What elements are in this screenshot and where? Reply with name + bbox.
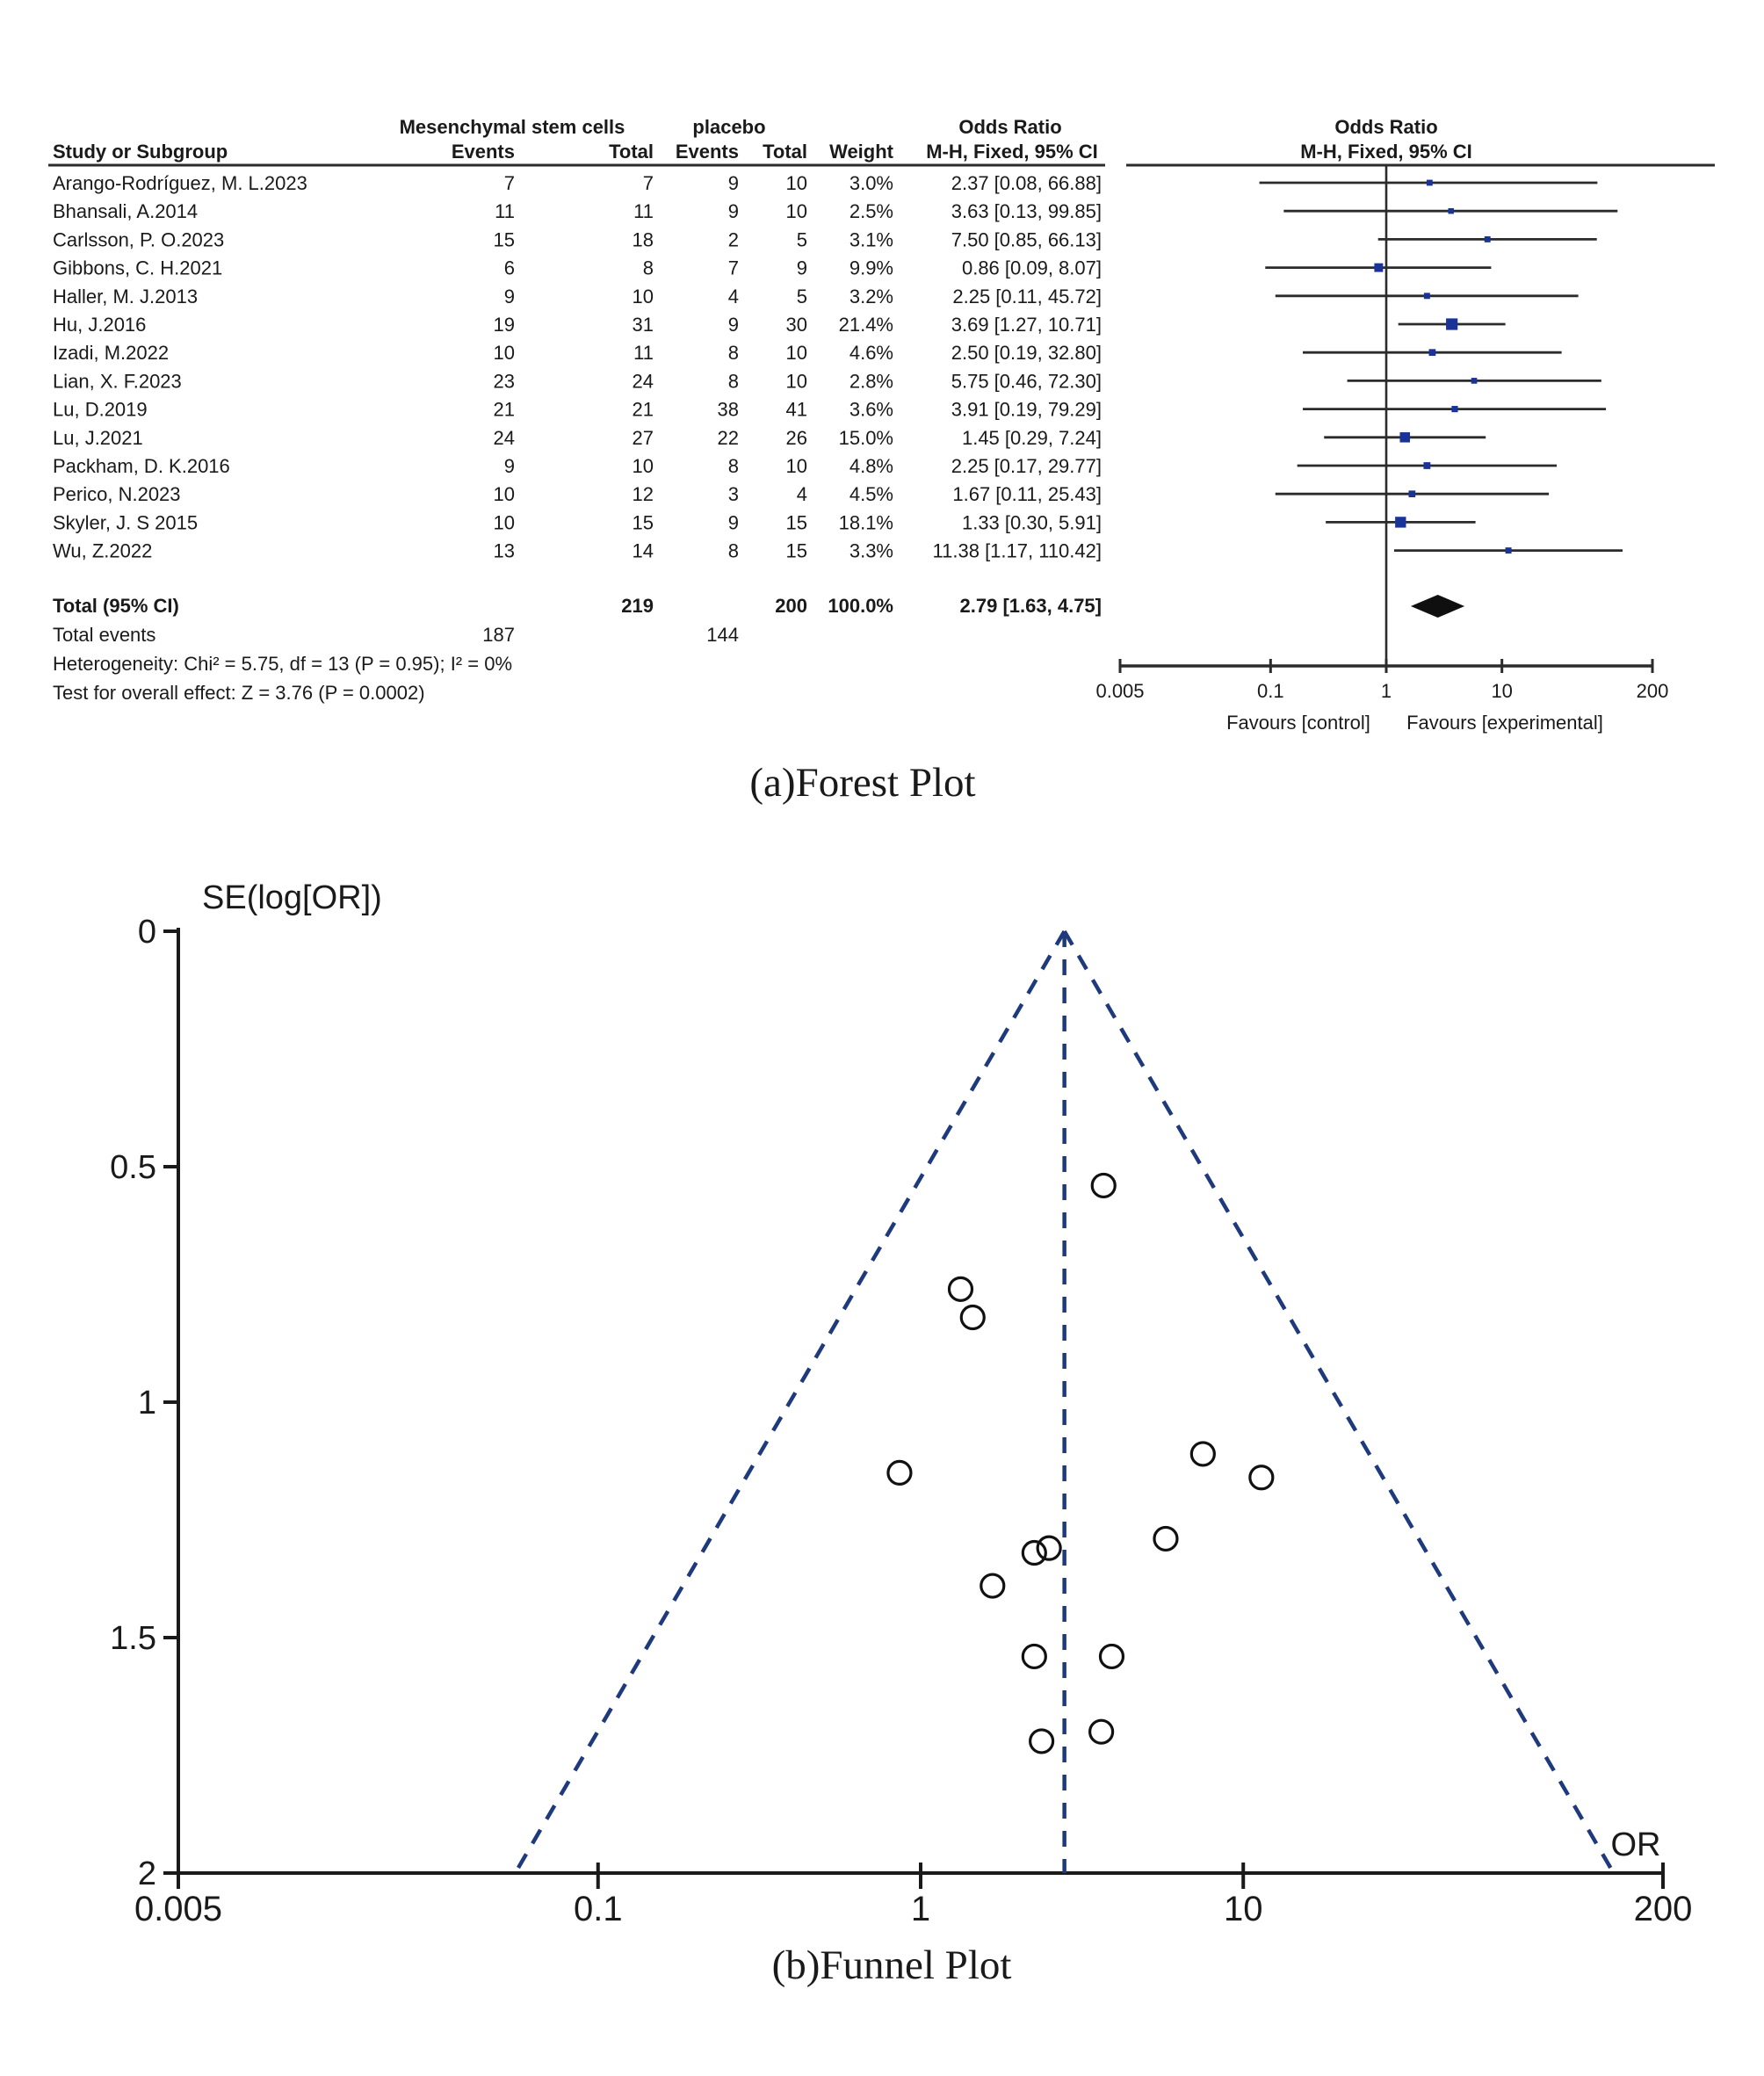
total-2-value: 10 [785,455,807,477]
total-2-value: 4 [796,483,807,506]
total-1-value: 31 [632,314,654,336]
forest-axis-tick-label: 0.005 [1095,680,1145,702]
forest-group1-header: Mesenchymal stem cells [399,116,625,138]
total-events-label: Total events [53,624,156,646]
events-1-value: 10 [493,483,515,506]
study-name: Wu, Z.2022 [53,539,153,562]
or-square-marker [1451,406,1457,412]
funnel-study-point [888,1461,911,1484]
total-2-value: 5 [796,285,807,307]
events-1-value: 15 [493,228,515,251]
total-t1: 219 [621,595,654,617]
or-ci-value: 3.91 [0.19, 79.29] [951,398,1102,421]
total-1-value: 27 [632,426,654,449]
or-ci-value: 2.25 [0.17, 29.77] [951,455,1102,477]
total-1-value: 11 [633,200,654,223]
forest-axis-tick-label: 0.1 [1257,680,1284,702]
weight-value: 18.1% [838,511,893,534]
col-header-events-2: Events [675,141,739,163]
total-t2: 200 [775,595,807,617]
study-name: Perico, N.2023 [53,483,181,506]
total-ci: 2.79 [1.63, 4.75] [959,595,1102,617]
study-name: Arango-Rodríguez, M. L.2023 [53,172,307,194]
study-name: Bhansali, A.2014 [53,200,199,223]
forest-or-header-right: Odds Ratio [1334,116,1438,138]
or-ci-value: 5.75 [0.46, 72.30] [951,370,1102,393]
events-2-value: 9 [727,314,739,336]
forest-row [53,200,1617,222]
forest-axis-tick-label: 1 [1380,680,1392,702]
caption-forest-plot: (a)Forest Plot [749,760,976,806]
funnel-study-point [961,1306,984,1329]
funnel-y-tick-label: 2 [137,1855,156,1892]
or-ci-value: 0.86 [0.09, 8.07] [961,257,1102,279]
funnel-study-point [949,1277,972,1300]
total-1-value: 10 [632,455,654,477]
funnel-y-tick-label: 0.5 [110,1149,156,1186]
total-events-1: 187 [482,624,515,646]
or-ci-value: 2.25 [0.11, 45.72] [952,285,1102,307]
funnel-study-point [1092,1174,1115,1197]
pooled-diamond [1411,595,1464,618]
or-ci-value: 2.37 [0.08, 66.88] [951,172,1102,194]
total-weight: 100.0% [828,595,893,617]
forest-group2-header: placebo [692,116,766,138]
or-square-marker [1448,208,1453,213]
forest-row [53,172,1597,194]
events-1-value: 6 [503,257,515,279]
events-2-value: 8 [727,370,739,393]
events-2-value: 9 [727,511,739,534]
weight-value: 3.3% [849,539,893,562]
forest-row [53,228,1597,250]
funnel-study-point [1030,1730,1053,1753]
forest-plot-header [48,116,1715,165]
events-2-value: 4 [727,285,739,307]
events-1-value: 9 [503,285,515,307]
funnel-x-tick-label: 10 [1223,1890,1263,1928]
events-2-value: 7 [727,257,739,279]
or-square-marker [1471,378,1478,384]
or-ci-value: 3.69 [1.27, 10.71] [951,314,1102,336]
forest-row [53,314,1506,336]
study-name: Haller, M. J.2013 [53,285,199,307]
events-2-value: 9 [727,172,739,194]
funnel-study-point [1037,1537,1060,1559]
forest-row [53,427,1486,449]
or-square-marker [1429,349,1436,356]
or-ci-value: 2.50 [0.19, 32.80] [951,342,1102,365]
or-square-marker [1424,293,1430,299]
forest-axis [1095,659,1668,702]
events-2-value: 8 [727,342,739,365]
col-header-total-2: Total [763,141,807,163]
or-square-marker [1427,180,1433,186]
funnel-x-tick-label: 200 [1633,1890,1693,1928]
study-name: Gibbons, C. H.2021 [53,257,223,279]
caption-funnel-plot: (b)Funnel Plot [771,1942,1012,1988]
funnel-study-point [1154,1527,1177,1550]
weight-value: 4.6% [849,342,893,365]
study-name: Izadi, M.2022 [53,342,170,365]
total-2-value: 26 [785,426,807,449]
col-header-method-right: M-H, Fixed, 95% CI [1300,141,1472,163]
weight-value: 3.2% [849,285,893,307]
weight-value: 2.5% [849,200,893,223]
events-1-value: 23 [493,370,515,393]
col-header-weight: Weight [829,141,893,163]
funnel-x-tick-label: 1 [910,1890,931,1928]
forest-summary [53,595,1464,704]
total-1-value: 18 [632,228,654,251]
total-2-value: 15 [785,511,807,534]
weight-value: 4.8% [849,455,893,477]
total-1-value: 8 [642,257,654,279]
events-1-value: 9 [503,455,515,477]
total-1-value: 11 [633,342,654,365]
total-1-value: 7 [642,172,654,194]
total-2-value: 10 [785,370,807,393]
events-2-value: 9 [727,200,739,223]
total-2-value: 5 [796,228,807,251]
funnel-x-tick-label: 0.005 [134,1890,223,1928]
funnel-study-point [1250,1466,1273,1489]
study-name: Lian, X. F.2023 [53,370,182,393]
events-1-value: 10 [493,342,515,365]
study-name: Lu, J.2021 [53,426,143,449]
funnel-left-dashed-line [515,931,1064,1873]
weight-value: 3.1% [849,228,893,251]
study-name: Packham, D. K.2016 [53,455,230,477]
or-square-marker [1374,264,1383,272]
or-ci-value: 1.33 [0.30, 5.91] [961,511,1102,534]
events-1-value: 19 [493,314,515,336]
total-2-value: 10 [785,172,807,194]
col-header-total-1: Total [609,141,654,163]
or-square-marker [1423,462,1430,469]
total-2-value: 41 [785,398,807,421]
funnel-points [888,1174,1273,1752]
weight-value: 3.0% [849,172,893,194]
weight-value: 15.0% [838,426,893,449]
forest-row [53,342,1562,364]
study-name: Skyler, J. S 2015 [53,511,199,534]
events-2-value: 22 [717,426,739,449]
funnel-x-axis-label: OR [1610,1826,1661,1863]
weight-value: 4.5% [849,483,893,506]
forest-row [53,370,1601,392]
funnel-right-dashed-line [1065,931,1614,1873]
or-ci-value: 7.50 [0.85, 66.13] [951,228,1102,251]
forest-row [53,455,1557,477]
forest-row [53,399,1606,421]
total-label: Total (95% CI) [53,595,179,617]
events-2-value: 8 [727,539,739,562]
or-ci-value: 11.38 [1.17, 110.42] [932,539,1102,562]
events-2-value: 3 [727,483,739,506]
favours-experimental-label: Favours [experimental] [1406,712,1603,734]
total-1-value: 10 [632,285,654,307]
or-ci-value: 3.63 [0.13, 99.85] [951,200,1102,223]
study-name: Hu, J.2016 [53,314,147,336]
total-2-value: 10 [785,200,807,223]
or-square-marker [1485,236,1491,242]
funnel-y-tick-label: 1.5 [110,1620,156,1657]
weight-value: 21.4% [838,314,893,336]
or-square-marker [1506,547,1512,553]
events-1-value: 24 [493,426,515,449]
funnel-y-axis-label: SE(log[OR]) [202,879,382,916]
funnel-study-point [1100,1645,1123,1667]
total-2-value: 10 [785,342,807,365]
col-header-study: Study or Subgroup [53,141,228,163]
weight-value: 2.8% [849,370,893,393]
total-1-value: 12 [632,483,654,506]
events-2-value: 2 [727,228,739,251]
or-square-marker [1446,318,1457,329]
funnel-study-point [981,1574,1004,1597]
total-2-value: 30 [785,314,807,336]
funnel-y-tick-label: 1 [137,1385,156,1421]
forest-row [53,286,1579,307]
total-2-value: 9 [796,257,807,279]
events-1-value: 13 [493,539,515,562]
overall-effect-note: Test for overall effect: Z = 3.76 (P = 0.0002) [53,682,425,704]
funnel-study-point [1023,1542,1045,1565]
funnel-study-point [1090,1720,1113,1743]
study-name: Lu, D.2019 [53,398,148,421]
favours-control-label: Favours [control] [1226,712,1370,734]
forest-row [53,257,1491,279]
or-ci-value: 1.67 [0.11, 25.43] [952,483,1102,506]
or-square-marker [1408,490,1415,497]
forest-row [53,511,1476,533]
total-1-value: 14 [632,539,654,562]
total-events-2: 144 [706,624,739,646]
total-1-value: 21 [632,398,654,421]
heterogeneity-note: Heterogeneity: Chi² = 5.75, df = 13 (P = 0.95); I² = 0% [53,653,513,675]
funnel-axes [110,914,1692,1928]
or-ci-value: 1.45 [0.29, 7.24] [961,426,1102,449]
weight-value: 3.6% [849,398,893,421]
funnel-pseudo-ci-lines [515,931,1613,1873]
or-square-marker [1399,432,1410,443]
events-1-value: 11 [495,200,515,223]
total-2-value: 15 [785,539,807,562]
forest-axis-tick-label: 200 [1636,680,1669,702]
funnel-study-point [1023,1645,1045,1667]
weight-value: 9.9% [849,257,893,279]
forest-axis-tick-label: 10 [1491,680,1513,702]
forest-or-header-left: Odds Ratio [958,116,1062,138]
study-name: Carlsson, P. O.2023 [53,228,225,251]
funnel-study-point [1191,1443,1214,1465]
col-header-events-1: Events [451,141,515,163]
forest-row [53,483,1549,505]
col-header-method-left: M-H, Fixed, 95% CI [926,141,1098,163]
events-1-value: 7 [503,172,515,194]
events-1-value: 10 [493,511,515,534]
funnel-y-tick-label: 0 [137,914,156,951]
events-1-value: 21 [493,398,515,421]
total-1-value: 15 [632,511,654,534]
total-1-value: 24 [632,370,654,393]
events-2-value: 8 [727,455,739,477]
funnel-x-tick-label: 0.1 [573,1890,623,1928]
or-square-marker [1395,517,1406,527]
events-2-value: 38 [717,398,739,421]
